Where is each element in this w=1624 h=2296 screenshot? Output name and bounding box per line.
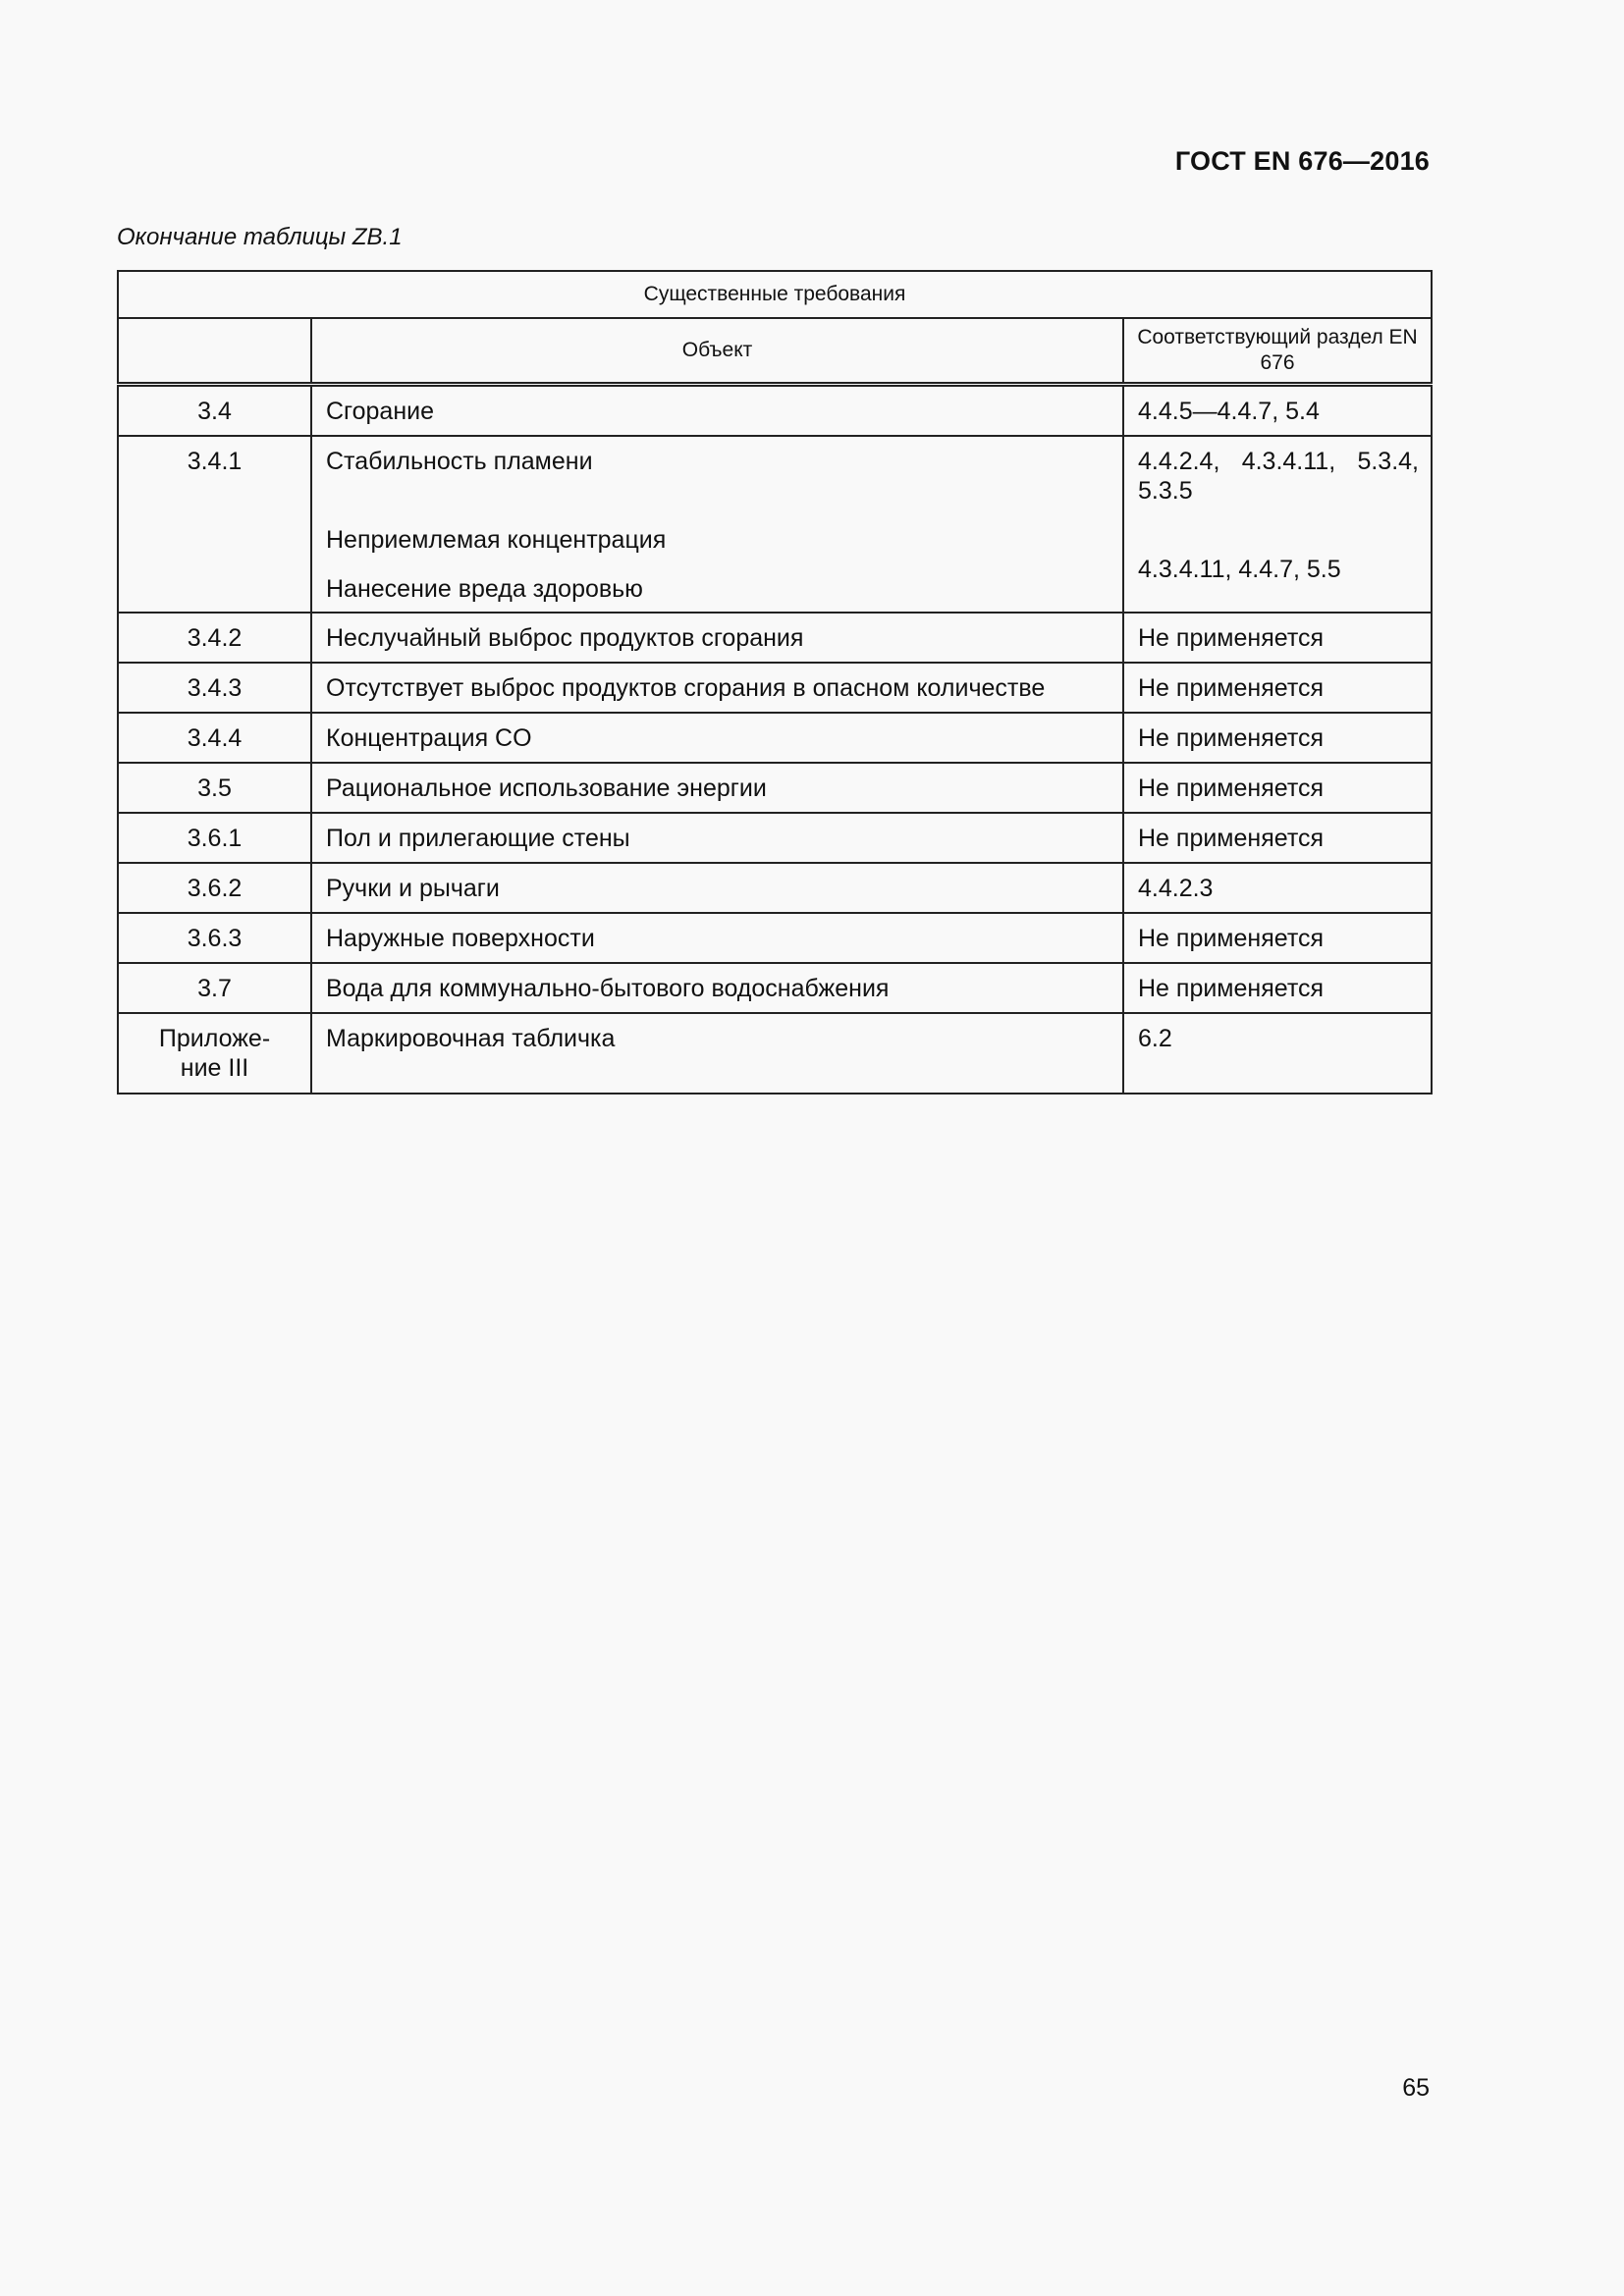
table-row [118, 813, 1432, 863]
header-object: Объект [311, 318, 1123, 385]
header-essential-requirements: Существенные требования [118, 271, 1432, 318]
table-row [118, 385, 1432, 437]
row-reference: 4.4.2.3 [1123, 863, 1432, 913]
row-object-line: Стабильность пламени [326, 448, 593, 475]
row-object: Неслучайный выброс продуктов сгорания [311, 613, 1123, 663]
row-number: 3.6.2 [118, 863, 311, 913]
row-reference-line: 4.3.4.11, 4.4.7, 5.5 [1138, 556, 1341, 583]
page-number: 65 [1402, 2074, 1430, 2102]
row-number: 3.6.1 [118, 813, 311, 863]
row-number: 3.4.4 [118, 713, 311, 763]
row-object: Вода для коммунально-бытового водоснабжения [311, 963, 1123, 1013]
row-object: Концентрация CO [311, 713, 1123, 763]
row-number: Приложе- ние III [118, 1013, 311, 1094]
table-row [118, 863, 1432, 913]
row-number: 3.6.3 [118, 913, 311, 963]
row-object: Пол и прилегающие стены [311, 813, 1123, 863]
row-reference [1123, 436, 1432, 613]
table-row [118, 963, 1432, 1013]
row-object: Наружные поверхности [311, 913, 1123, 963]
row-object: Ручки и рычаги [311, 863, 1123, 913]
row-object: Маркировочная табличка [311, 1013, 1123, 1094]
table-row [118, 763, 1432, 813]
row-reference: Не применяется [1123, 913, 1432, 963]
row-number: 3.4.2 [118, 613, 311, 663]
table-subheader-row [118, 318, 1432, 385]
row-reference: 4.4.5—4.4.7, 5.4 [1123, 385, 1432, 437]
row-object-line: Неприемлемая концентрация [326, 526, 667, 554]
table-row [118, 913, 1432, 963]
row-number: 3.4.3 [118, 663, 311, 713]
table-row [118, 436, 1432, 613]
table-row [118, 663, 1432, 713]
row-number: 3.4 [118, 385, 311, 437]
table-caption: Окончание таблицы ZB.1 [117, 224, 403, 250]
row-reference: Не применяется [1123, 813, 1432, 863]
row-number: 3.4.1 [118, 436, 311, 613]
row-number: 3.7 [118, 963, 311, 1013]
table-row [118, 1013, 1432, 1094]
row-object: Отсутствует выброс продуктов сгорания в опасном количестве [311, 663, 1123, 713]
row-reference: Не применяется [1123, 763, 1432, 813]
row-object [311, 436, 1123, 613]
row-reference-line: 4.4.2.4, 4.3.4.11, 5.3.4, 5.3.5 [1138, 448, 1420, 505]
row-reference: Не применяется [1123, 963, 1432, 1013]
row-number: 3.5 [118, 763, 311, 813]
row-reference: Не применяется [1123, 663, 1432, 713]
table-row [118, 613, 1432, 663]
header-number [118, 318, 311, 385]
table-row [118, 713, 1432, 763]
header-section: Соответствующий раздел EN 676 [1123, 318, 1432, 385]
row-object-line: Нанесение вреда здоровью [326, 575, 643, 603]
document-standard-title: ГОСТ EN 676—2016 [1174, 146, 1430, 176]
table-header-row [118, 271, 1432, 318]
requirements-table [117, 270, 1433, 1095]
row-object: Сгорание [311, 385, 1123, 437]
row-reference: 6.2 [1123, 1013, 1432, 1094]
row-reference: Не применяется [1123, 713, 1432, 763]
row-reference: Не применяется [1123, 613, 1432, 663]
row-object: Рациональное использование энергии [311, 763, 1123, 813]
